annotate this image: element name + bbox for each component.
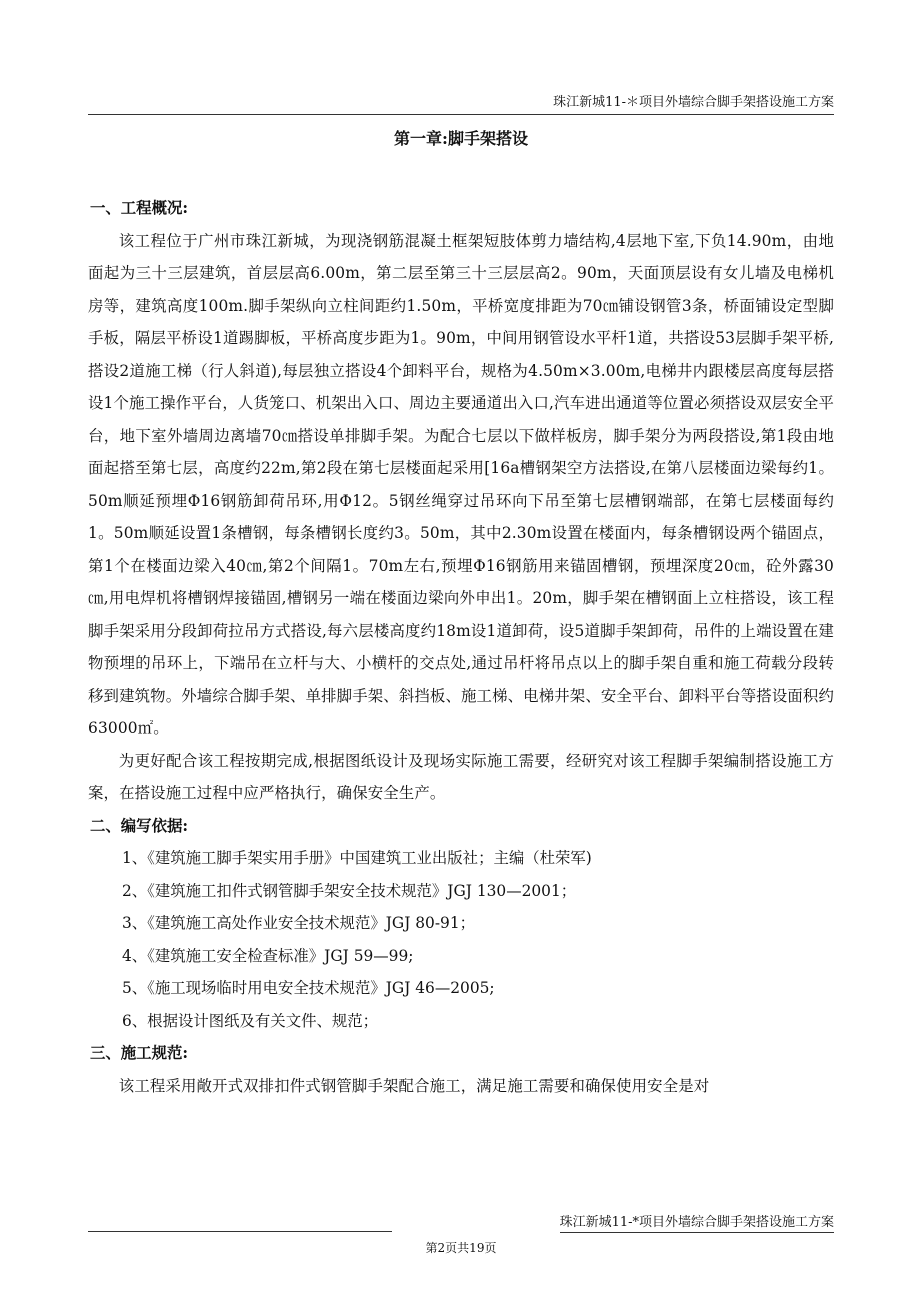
section-heading-basis: 二、编写依据: bbox=[90, 816, 189, 835]
reference-item: 3、《建筑施工高处作业安全技术规范》JGJ 80-91； bbox=[122, 914, 476, 932]
reference-item: 6、根据设计图纸及有关文件、规范； bbox=[122, 1011, 379, 1030]
footer-divider bbox=[88, 1231, 392, 1232]
reference-list bbox=[88, 842, 834, 1037]
section-heading-overview: 一、工程概况: bbox=[90, 199, 189, 217]
reference-item: 1、《建筑施工脚手架实用手册》中国建筑工业出版社；主编（杜荣军) bbox=[122, 849, 592, 867]
reference-item: 4、《建筑施工安全检查标准》JGJ 59—99; bbox=[122, 946, 414, 965]
header-text: 珠江新城11-＊项目外墙综合脚手架搭设施工方案 bbox=[553, 95, 834, 110]
page-header bbox=[88, 94, 834, 115]
page-number: 第2页共19页 bbox=[425, 1241, 497, 1255]
chapter-title: 第一章:脚手架搭设 bbox=[394, 129, 528, 148]
overview-paragraph-2: 为更好配合该工程按期完成,根据图纸设计及现场实际施工需要，经研究对该工程脚手架编制搭设施工方案，在搭设施工过程中应严格执行，确保安全生产。 bbox=[88, 751, 834, 802]
section-heading-specs: 三、施工规范: bbox=[90, 1044, 189, 1062]
document-body bbox=[88, 192, 834, 1102]
reference-item: 2、《建筑施工扣件式钢管脚手架安全技术规范》JGJ 130—2001； bbox=[122, 881, 577, 900]
footer-text: 珠江新城11-*项目外墙综合脚手架搭设施工方案 bbox=[560, 1214, 834, 1233]
overview-paragraph-1: 该工程位于广州市珠江新城，为现浇钢筋混凝土框架短肢体剪力墙结构,4层地下室,下负14.90m，由地面起为三十三层建筑，首层层高6.00m，第二层至第三十三层层高2。90m，天面顶层设有女儿墙及电梯机房等，建筑高度100m.脚手架纵向立柱间距约1.50m，平桥宽度排距为70㎝铺设钢管3条，桥面铺设定型脚手板，隔层平桥设1道踢脚板，平桥高度步距为1。90m，中间用钢管设水平杆1道，共搭设53层脚手架平桥,搭设2道施工梯（行人斜道),每层独立搭设4个卸料平台，规格为4.50m×3.00m,电梯井内跟楼层高度每层搭设1个施工操作平台，人货笼口、机架出入口、周边主要通道出入口,汽车进出通道等位置必须搭设双层安全平台，地下室外墙周边离墙70㎝搭设单排脚手架。为配合七层以下做样板房，脚手架分为两段搭设,第1段由地面起搭至第七层，高度约22m,第2段在第七层楼面起采用[16a槽钢架空方法搭设,在第八层楼面边梁每约1。50m顺延预埋Φ16钢筋卸荷吊环,用Φ12。5钢丝绳穿过吊环向下吊至第七层槽钢端部，在第七层楼面每约1。50m顺延设置1条槽钢，每条槽钢长度约3。50m，其中2.30m设置在楼面内，每条槽钢设两个锚固点，第1个在楼面边梁入40㎝,第2个间隔1。70m左右,预埋Φ16钢筋用来锚固槽钢，预埋深度20㎝，砼外露30㎝,用电焊机将槽钢焊接锚固,槽钢另一端在楼面边梁向外申出1。20m，脚手架在槽钢面上立柱搭设，该工程脚手架采用分段卸荷拉吊方式搭设,每六层楼高度约18m设1道卸荷，设5道脚手架卸荷，吊件的上端设置在建物预埋的吊环上，下端吊在立杆与大、小横杆的交点处,通过吊杆将吊点以上的脚手架自重和施工荷载分段转移到建筑物。外墙综合脚手架、单排脚手架、斜挡板、施工梯、电梯井架、安全平台、卸料平台等搭设面积约63000㎡。 bbox=[88, 231, 834, 737]
reference-item: 5、《施工现场临时用电安全技术规范》JGJ 46—2005; bbox=[122, 979, 495, 997]
specs-paragraph-1: 该工程采用敞开式双排扣件式钢管脚手架配合施工，满足施工需要和确保使用安全是对 bbox=[118, 1076, 710, 1095]
